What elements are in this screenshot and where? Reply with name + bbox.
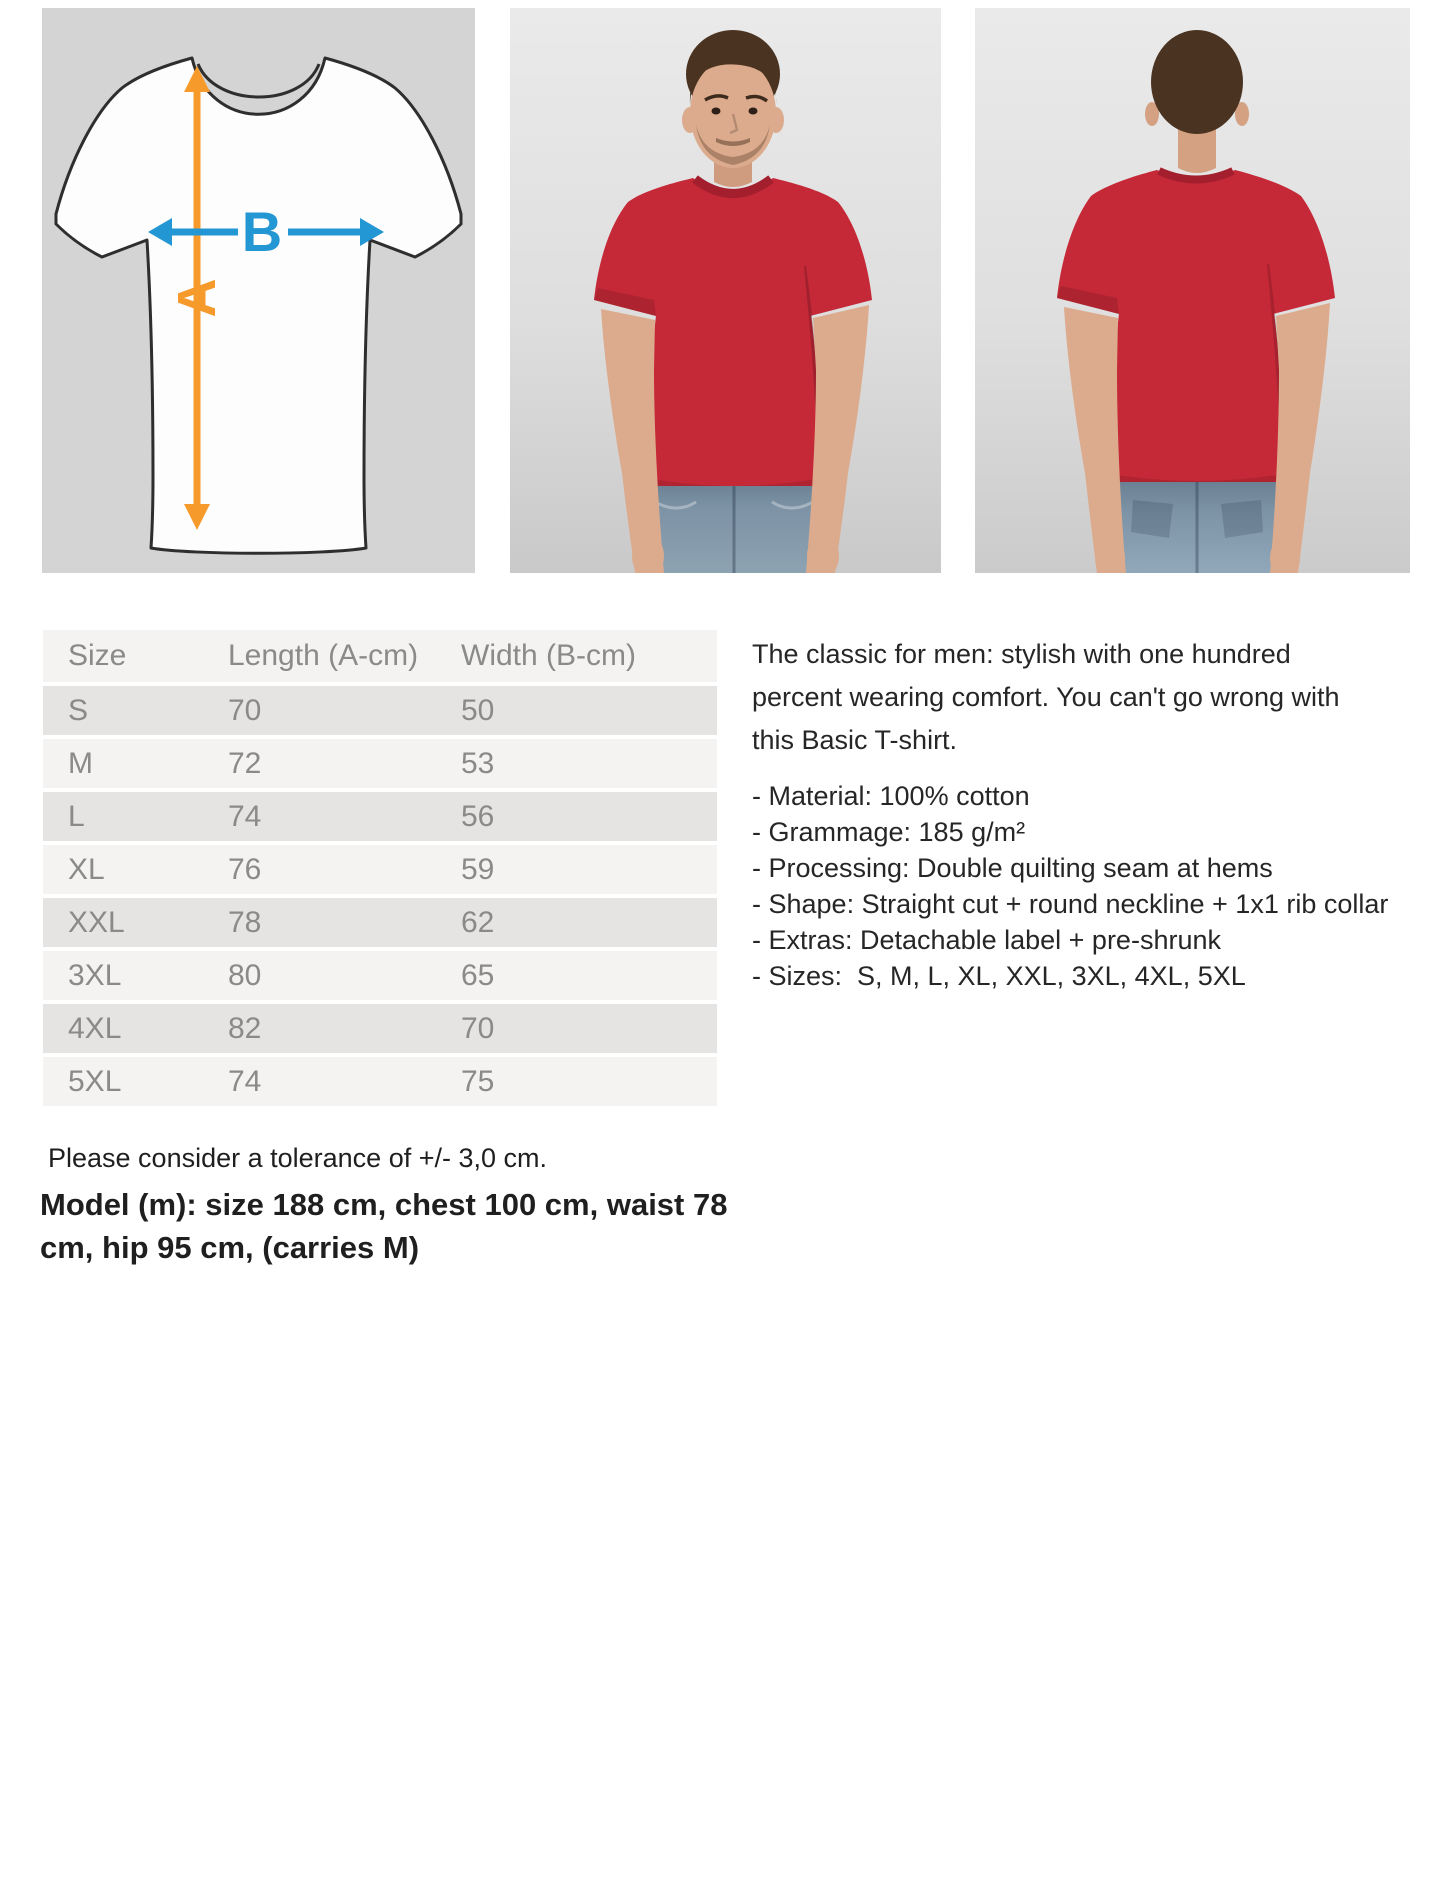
intro-line: percent wearing comfort. You can't go wrong with — [752, 682, 1340, 712]
spec-line: - Shape: Straight cut + round neckline + 1x1 rib collar — [752, 889, 1389, 919]
tshirt-outline — [56, 58, 461, 553]
spec-line: - Extras: Detachable label + pre-shrunk — [752, 925, 1221, 955]
table-cell: 72 — [227, 739, 460, 788]
table-row — [43, 739, 717, 788]
table-cell: 5XL — [43, 1057, 227, 1106]
size-table — [43, 626, 717, 1110]
table-cell: 74 — [227, 792, 460, 841]
table-cell: 76 — [227, 845, 460, 894]
table-cell: 3XL — [43, 951, 227, 1000]
intro-line: The classic for men: stylish with one hundred — [752, 639, 1291, 669]
table-header-cell: Width (B-cm) — [460, 630, 717, 682]
size-table-header-row — [43, 630, 717, 682]
table-cell: 70 — [227, 686, 460, 735]
table-cell: 65 — [460, 951, 717, 1000]
model-photo-back — [975, 8, 1410, 573]
model-measurements — [40, 1183, 728, 1269]
table-cell: 56 — [460, 792, 717, 841]
size-diagram-panel — [42, 8, 475, 573]
table-cell: XXL — [43, 898, 227, 947]
table-cell: 4XL — [43, 1004, 227, 1053]
model-line: Model (m): size 188 cm, chest 100 cm, waist 78 — [40, 1187, 728, 1222]
table-cell: 59 — [460, 845, 717, 894]
size-table-body — [43, 686, 717, 1106]
table-row — [43, 792, 717, 841]
table-cell: 75 — [460, 1057, 717, 1106]
tshirt-measurement-diagram — [42, 8, 475, 573]
table-cell: 78 — [227, 898, 460, 947]
table-cell: 62 — [460, 898, 717, 947]
intro-line: this Basic T-shirt. — [752, 725, 958, 755]
table-row — [43, 898, 717, 947]
measurement-label-a: A — [167, 278, 227, 318]
model-photo-front — [510, 8, 941, 573]
model-line: cm, hip 95 cm, (carries M) — [40, 1230, 420, 1265]
table-cell: L — [43, 792, 227, 841]
table-cell: 53 — [460, 739, 717, 788]
table-cell: 82 — [227, 1004, 460, 1053]
table-cell: S — [43, 686, 227, 735]
description-intro — [752, 633, 1402, 762]
table-cell: 74 — [227, 1057, 460, 1106]
tolerance-note: Please consider a tolerance of +/- 3,0 cm. — [48, 1143, 548, 1173]
table-cell: 50 — [460, 686, 717, 735]
measurement-notes — [40, 1142, 728, 1269]
table-row — [43, 951, 717, 1000]
back-photo-figure — [975, 8, 1410, 573]
table-header-cell: Length (A-cm) — [227, 630, 460, 682]
table-row — [43, 845, 717, 894]
table-cell: M — [43, 739, 227, 788]
spec-line: - Sizes: S, M, L, XL, XXL, 3XL, 4XL, 5XL — [752, 961, 1246, 991]
spec-line: - Grammage: 185 g/m² — [752, 817, 1026, 847]
spec-line: - Material: 100% cotton — [752, 781, 1030, 811]
table-cell: 80 — [227, 951, 460, 1000]
tshirt-collar-line — [198, 64, 319, 97]
table-row — [43, 1004, 717, 1053]
table-cell: XL — [43, 845, 227, 894]
table-row — [43, 1057, 717, 1106]
spec-line: - Processing: Double quilting seam at hems — [752, 853, 1273, 883]
table-header-cell: Size — [43, 630, 227, 682]
measurement-label-b: B — [241, 200, 283, 263]
table-cell: 70 — [460, 1004, 717, 1053]
product-description — [752, 633, 1402, 994]
spec-list — [752, 778, 1402, 994]
front-photo-figure — [510, 8, 941, 573]
table-row — [43, 686, 717, 735]
